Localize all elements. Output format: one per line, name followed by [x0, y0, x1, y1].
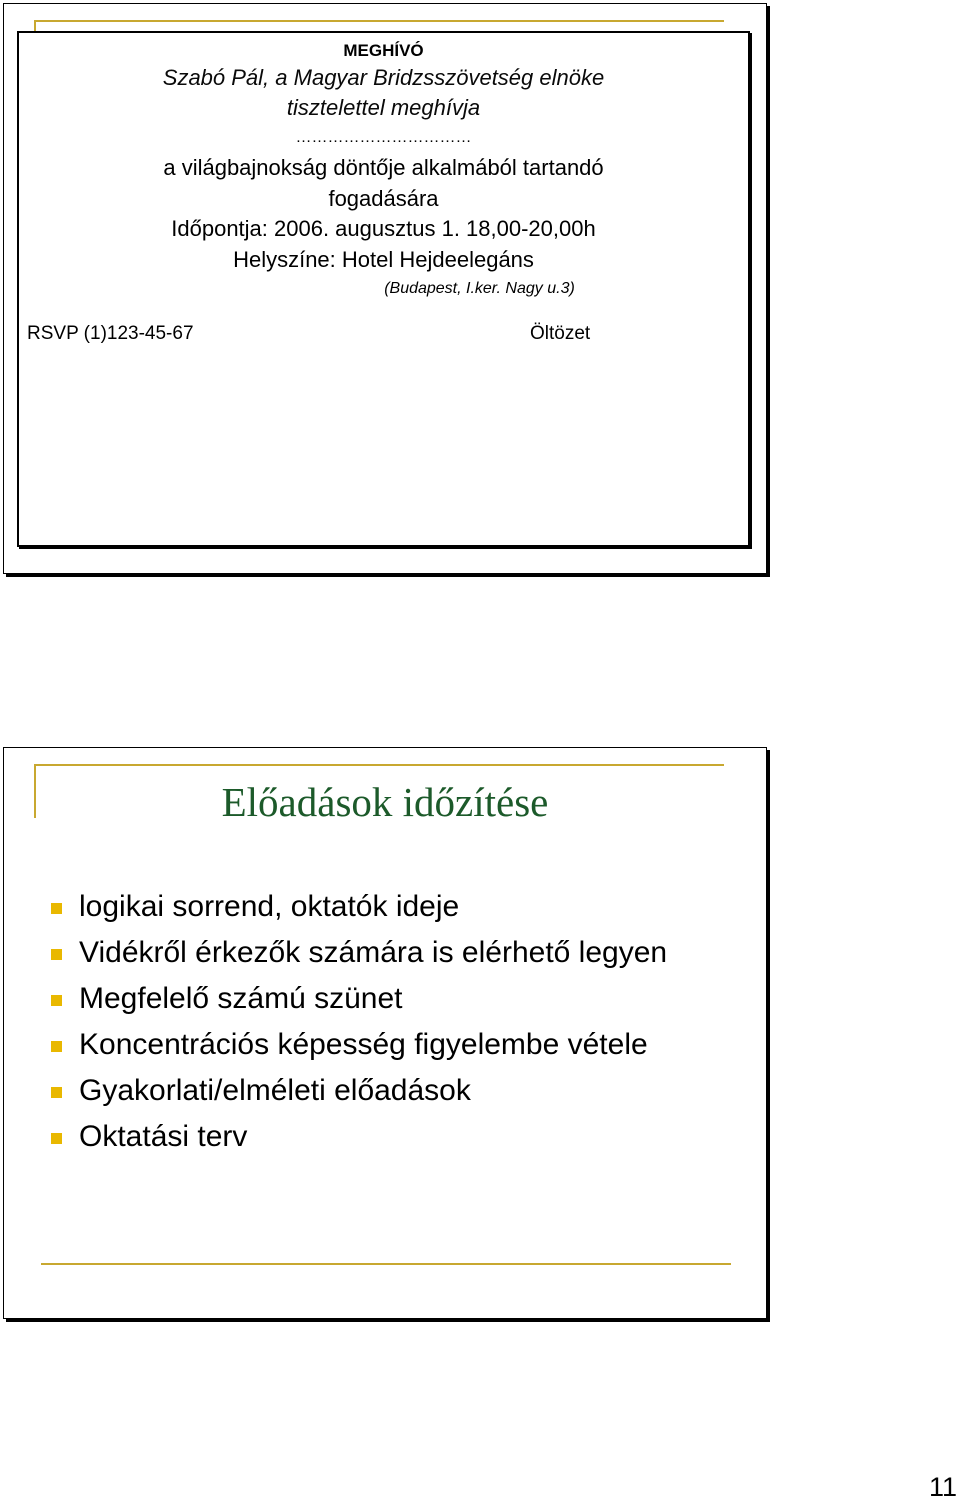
list-item: Vidékről érkezők számára is elérhető legyen: [51, 930, 667, 976]
list-item: Koncentrációs képesség figyelembe vétele: [51, 1022, 667, 1068]
slide-lecture-timing: [3, 747, 767, 1319]
list-item: Gyakorlati/elméleti előadások: [51, 1068, 667, 1114]
invitation-address: (Budapest, I.ker. Nagy u.3): [384, 280, 575, 297]
invitation-line-reception: fogadására: [328, 186, 439, 211]
invitation-dress-code: Öltözet: [530, 323, 591, 344]
decor-top-line: [34, 20, 724, 22]
slide-invitation: [3, 3, 767, 574]
invitation-card: [17, 31, 750, 547]
page-number: 11: [928, 1472, 957, 1502]
invitation-line-invites: tisztelettel meghívja: [286, 95, 481, 120]
invitation-rsvp: RSVP (1)123-45-67: [27, 323, 194, 344]
bullet-square-icon: [51, 1087, 62, 1098]
invitation-title: MEGHÍVÓ: [343, 41, 424, 60]
invitation-dots: ……………………………: [295, 129, 472, 146]
invitation-place: Helyszíne: Hotel Hejdeelegáns: [233, 247, 534, 272]
bullet-square-icon: [51, 1133, 62, 1144]
invitation-time: Időpontja: 2006. augusztus 1. 18,00-20,00h: [171, 216, 596, 241]
bullet-square-icon: [51, 903, 62, 914]
decor-bottom-line: [41, 1263, 731, 1265]
bullet-square-icon: [51, 1041, 62, 1052]
invitation-line-occasion: a világbajnokság döntője alkalmából tartandó: [163, 155, 604, 180]
list-item: Oktatási terv: [51, 1114, 667, 1160]
bullet-list: [51, 884, 667, 1160]
list-item: logikai sorrend, oktatók ideje: [51, 884, 667, 930]
bullet-square-icon: [51, 995, 62, 1006]
list-item: Megfelelő számú szünet: [51, 976, 667, 1022]
slide-title: Előadások időzítése: [221, 779, 549, 825]
invitation-line-host: Szabó Pál, a Magyar Bridzsszövetség elnöke: [162, 65, 605, 90]
decor-top-line: [34, 764, 724, 766]
bullet-square-icon: [51, 949, 62, 960]
